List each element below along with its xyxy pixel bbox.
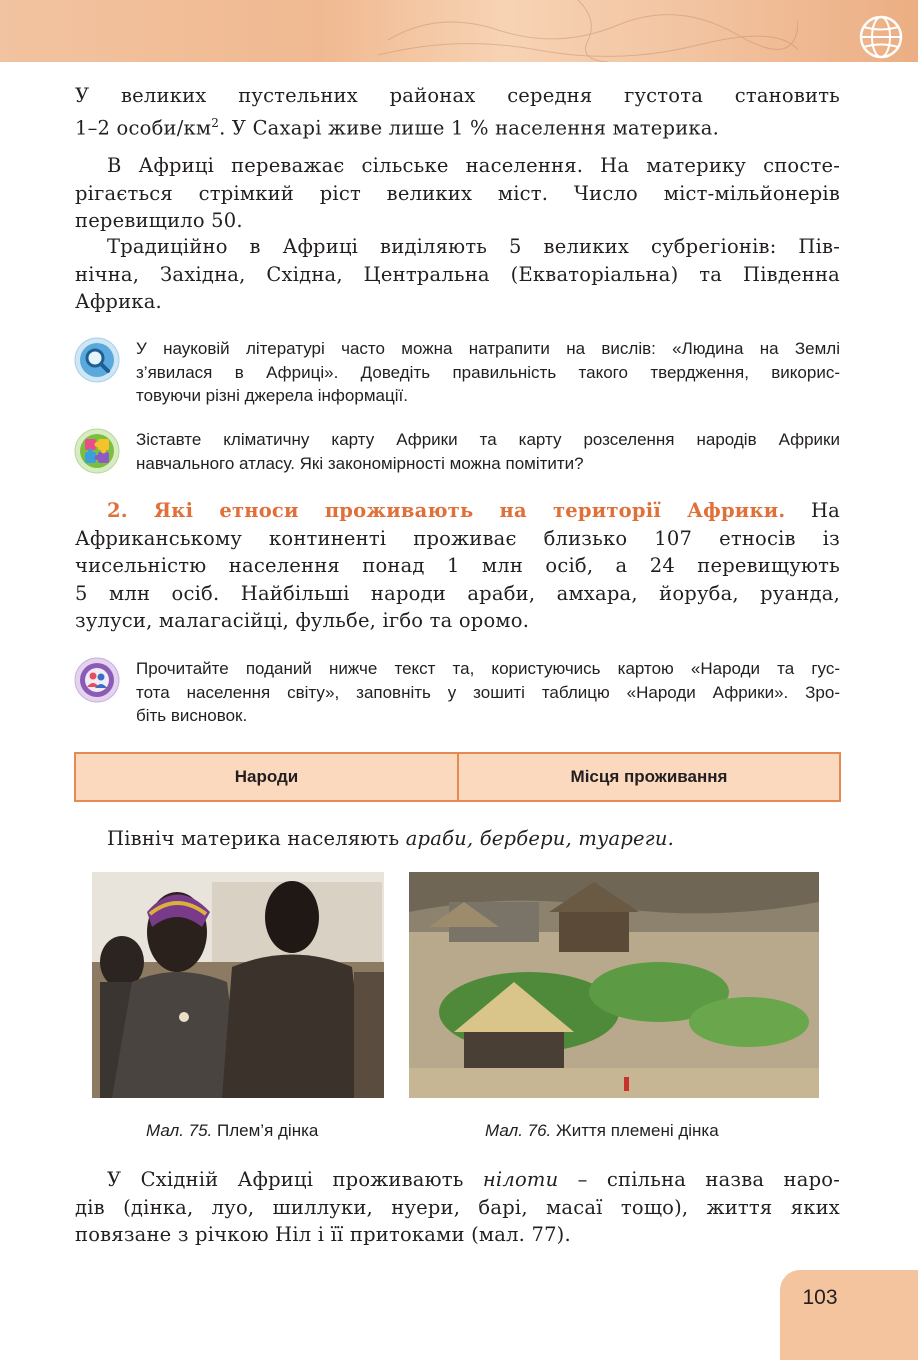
text-line: тота населення світу», заповніть у зошиті таблицю «Народи Африки». Зро- (136, 682, 840, 702)
paragraph-north-peoples (75, 825, 840, 853)
magnifier-icon (74, 337, 120, 383)
figure-caption-text: Життя племені дінка (556, 1121, 719, 1140)
task-text (136, 657, 840, 728)
table-header-places: Місця проживання (458, 753, 840, 801)
table-header-peoples: Народи (75, 753, 458, 801)
page-number: 103 (802, 1286, 838, 1309)
text-line: Африканському континенті проживає близько 107 етносів із (75, 526, 840, 550)
text-line: Зіставте кліматичну карту Африки та карту розселення народів Африки (136, 430, 840, 449)
page-number-tab (780, 1270, 918, 1360)
figure-label: Мал. 76. (485, 1121, 552, 1140)
text-line: 2. Які етноси проживають на території Африки. На (107, 499, 840, 522)
text-line: У Східній Африці проживають нілоти – спільна назва наро- (107, 1168, 840, 1191)
text-line: навчального атласу. Які закономірності можна помітити? (136, 453, 584, 473)
text-line: У великих пустельних районах середня густота становить (75, 84, 840, 107)
text-line: біть висновок. (136, 706, 248, 725)
paragraph-ethnic-groups (75, 497, 840, 635)
text-line: зулуси, малагасійці, фульбе, ігбо та оромо. (75, 609, 530, 632)
section-heading: 2. Які етноси проживають на території Африки. (107, 499, 786, 522)
text-line: чисельністю населення понад 1 млн осіб, а 24 перевищують (75, 554, 840, 577)
dinka-men-image (92, 872, 384, 1098)
map-texture-decoration (378, 0, 798, 62)
task-text (136, 337, 840, 408)
text-line: перевищило 50. (75, 209, 243, 232)
text-line: нічна, Західна, Східна, Центральна (Екваторіальна) та Південна (75, 262, 840, 286)
text-line: 5 млн осіб. Найбільші народи араби, амхара, йоруба, руанда, (75, 581, 840, 605)
task-text (136, 428, 840, 475)
table-header-row (75, 753, 840, 801)
text-line: Традиційно в Африці виділяють 5 великих субрегіонів: Пів- (107, 235, 840, 258)
group-icon (74, 657, 120, 703)
text-line: повязане з річкою Ніл і її притоками (мал. 77). (75, 1223, 571, 1246)
text-line: Африка. (75, 290, 162, 313)
paragraph-rural-population (75, 152, 840, 235)
text-line: 1–2 особи/$км^2$. У Сахарі живе лише 1 % населення материка. (75, 115, 720, 139)
text-line: товуючи різні джерела інформації. (136, 386, 408, 405)
paragraph-nilotes (75, 1166, 840, 1249)
paragraph-subregions (75, 233, 840, 316)
photo-dinka-tribe (92, 872, 384, 1098)
text-line: В Африці переважає сільське населення. На материку спосте- (107, 154, 840, 177)
page-header-band (0, 0, 918, 62)
dinka-village-image (409, 872, 819, 1098)
text-line: дів (дінка, луо, шиллуки, нуери, барі, масаї тощо), життя яких (75, 1195, 840, 1219)
figure-caption-text: Плем’я дінка (217, 1121, 319, 1140)
puzzle-icon (74, 428, 120, 474)
figure-label: Мал. 75. (146, 1121, 213, 1140)
peoples-table (74, 752, 841, 802)
text-line: Прочитайте поданий нижче текст та, користуючись картою «Народи та гус- (136, 659, 840, 678)
globe-icon (858, 14, 904, 60)
text-line: Північ материка населяють араби, бербери, туареги. (107, 827, 674, 850)
figure-caption-75 (146, 1121, 318, 1141)
text-line: У науковій літературі часто можна натрапити на вислів: «Людина на Землі (136, 339, 840, 358)
figure-caption-76 (485, 1121, 719, 1141)
photo-dinka-village (409, 872, 819, 1098)
paragraph-density (75, 82, 840, 142)
text-line: рігається стрімкий ріст великих міст. Число міст-мільйонерів (75, 181, 840, 205)
text-line: з’явилася в Африці». Доведіть правильність такого твердження, викорис- (136, 362, 840, 382)
